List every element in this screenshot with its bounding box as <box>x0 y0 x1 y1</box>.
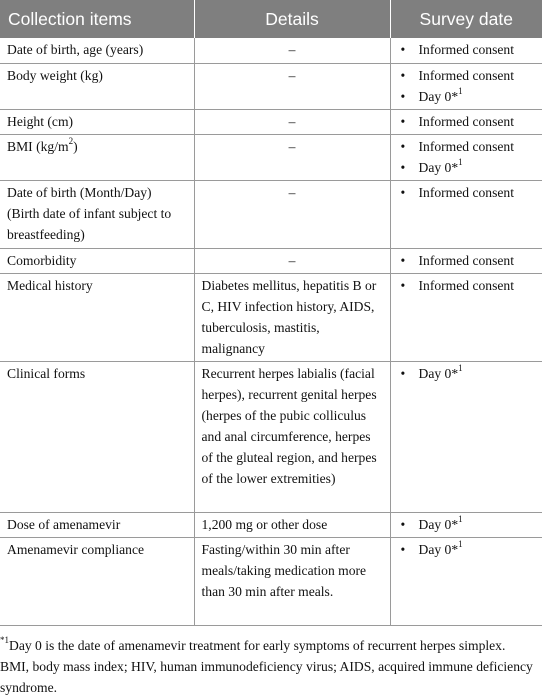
footnote-marker: 1 <box>458 362 463 373</box>
survey-date-cell <box>390 361 542 512</box>
survey-date-cell <box>390 512 542 537</box>
survey-date-text: Day 0* <box>418 541 459 557</box>
survey-date-text: Day 0* <box>418 365 459 381</box>
table-row <box>0 134 542 180</box>
details-cell: – <box>194 134 390 180</box>
header-details: Details <box>194 0 390 38</box>
abbreviations-note: BMI, body mass index; HIV, human immunodeficiency virus; AIDS, acquired immune deficiency syndrome. <box>0 659 533 695</box>
footnote-marker: 1 <box>458 513 463 524</box>
details-cell: Recurrent herpes labialis (facial herpes), recurrent genital herpes (herpes of the pubic colliculus and anal circumference, herpes of the gluteal region, and herpes of the lower extremities) <box>194 361 390 512</box>
survey-date-item: • Informed consent <box>398 275 536 296</box>
survey-date-cell <box>390 134 542 180</box>
header-survey-date: Survey date <box>390 0 542 38</box>
details-cell: – <box>194 180 390 248</box>
survey-date-item <box>398 514 536 535</box>
header-collection-items: Collection items <box>0 0 194 38</box>
footnote-marker: 1 <box>458 85 463 96</box>
footnote-marker: *1 <box>0 635 9 646</box>
survey-date-item: • Informed consent <box>398 111 536 132</box>
item-cell: Comorbidity <box>0 248 194 273</box>
item-cell: Body weight (kg) <box>0 63 194 109</box>
details-cell: – <box>194 109 390 134</box>
item-cell: Amenamevir compliance <box>0 537 194 625</box>
survey-date-cell <box>390 537 542 625</box>
footnote-text: Day 0 is the date of amenamevir treatment for early symptoms of recurrent herpes simplex. <box>9 638 506 653</box>
details-cell: – <box>194 248 390 273</box>
survey-date-item: • Informed consent <box>398 182 536 203</box>
item-cell: Medical history <box>0 273 194 361</box>
survey-date-cell <box>390 248 542 273</box>
table-row <box>0 537 542 625</box>
survey-date-item <box>398 363 536 384</box>
survey-date-text: Day 0* <box>418 516 459 532</box>
details-cell: Fasting/within 30 min after meals/taking medication more than 30 min after meals. <box>194 537 390 625</box>
survey-date-text: Day 0* <box>418 159 459 175</box>
survey-date-item: • Informed consent <box>398 65 536 86</box>
footnote-marker: 1 <box>458 156 463 167</box>
table-footnote <box>0 635 542 698</box>
table-row <box>0 512 542 537</box>
survey-date-text: Day 0* <box>418 88 459 104</box>
survey-date-cell <box>390 63 542 109</box>
survey-date-cell <box>390 180 542 248</box>
survey-date-cell <box>390 38 542 63</box>
table-header <box>0 0 542 38</box>
table-row <box>0 38 542 63</box>
survey-date-item: • Informed consent <box>398 39 536 60</box>
details-cell: – <box>194 63 390 109</box>
survey-date-item <box>398 157 536 178</box>
survey-date-cell <box>390 273 542 361</box>
item-cell: Height (cm) <box>0 109 194 134</box>
item-cell: Clinical forms <box>0 361 194 512</box>
table-row <box>0 361 542 512</box>
item-cell: Date of birth, age (years) <box>0 38 194 63</box>
details-cell: – <box>194 38 390 63</box>
footnote-marker: 1 <box>458 538 463 549</box>
item-text: BMI (kg/m <box>7 138 69 154</box>
details-cell: Diabetes mellitus, hepatitis B or C, HIV infection history, AIDS, tuberculosis, mastitis, malignancy <box>194 273 390 361</box>
footnote-definition <box>0 635 542 656</box>
table-row <box>0 248 542 273</box>
details-cell: 1,200 mg or other dose <box>194 512 390 537</box>
table-row <box>0 273 542 361</box>
table-row <box>0 180 542 248</box>
survey-date-item <box>398 539 536 560</box>
survey-date-item: • Informed consent <box>398 250 536 271</box>
table-row <box>0 109 542 134</box>
item-cell: Date of birth (Month/Day) (Birth date of infant subject to breastfeeding) <box>0 180 194 248</box>
item-cell: Dose of amenamevir <box>0 512 194 537</box>
survey-date-item <box>398 86 536 107</box>
item-text-end: ) <box>73 138 78 154</box>
survey-date-cell <box>390 109 542 134</box>
table-row <box>0 63 542 109</box>
item-superscript: 2 <box>68 135 74 146</box>
item-cell <box>0 134 194 180</box>
survey-date-item: • Informed consent <box>398 136 536 157</box>
